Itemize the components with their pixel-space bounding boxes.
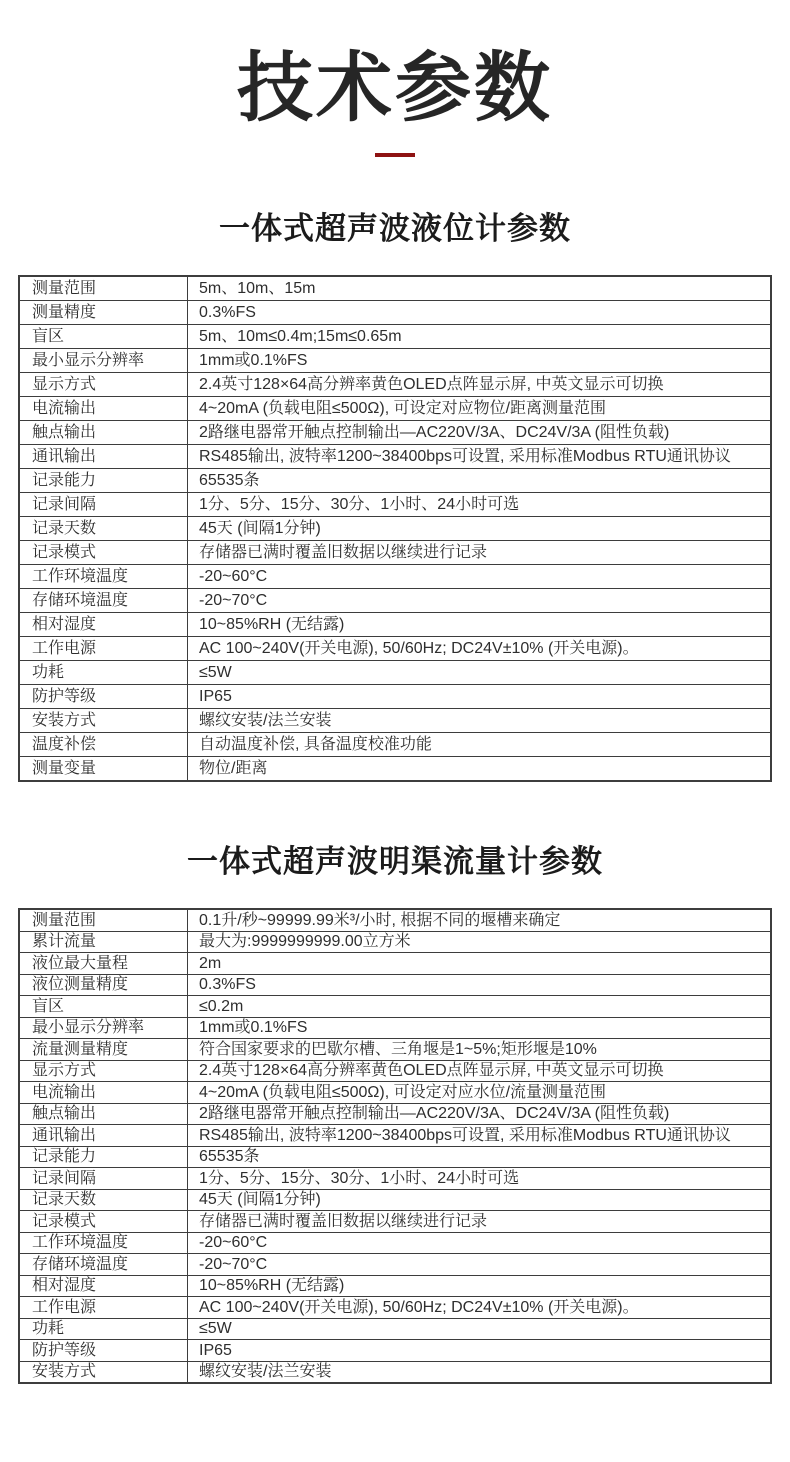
spec-value: 4~20mA (负载电阻≤500Ω), 可设定对应物位/距离测量范围	[188, 397, 772, 421]
spec-label: 记录能力	[19, 469, 188, 493]
table-row	[19, 1168, 771, 1190]
table-row	[19, 1060, 771, 1082]
spec-label: 累计流量	[19, 931, 188, 953]
spec-value: 2路继电器常开触点控制输出—AC220V/3A、DC24V/3A (阻性负载)	[188, 1103, 772, 1125]
spec-label: 温度补偿	[19, 733, 188, 757]
spec-label: 液位测量精度	[19, 974, 188, 996]
spec-label: 记录间隔	[19, 1168, 188, 1190]
table-row	[19, 685, 771, 709]
spec-value: 符合国家要求的巴歇尔槽、三角堰是1~5%;矩形堰是10%	[188, 1039, 772, 1061]
spec-value: 螺纹安装/法兰安装	[188, 1361, 772, 1383]
spec-label: 安装方式	[19, 1361, 188, 1383]
table-row	[19, 1232, 771, 1254]
spec-value: 2m	[188, 953, 772, 975]
spec-label: 液位最大量程	[19, 953, 188, 975]
spec-label: 最小显示分辨率	[19, 1017, 188, 1039]
table-row	[19, 1189, 771, 1211]
table-row	[19, 589, 771, 613]
spec-value: 最大为:9999999999.00立方米	[188, 931, 772, 953]
table-row	[19, 733, 771, 757]
spec-value: 0.3%FS	[188, 974, 772, 996]
table-row	[19, 517, 771, 541]
table-row	[19, 613, 771, 637]
spec-label: 防护等级	[19, 1340, 188, 1362]
table-row	[19, 1103, 771, 1125]
spec-value: ≤5W	[188, 661, 772, 685]
table-row	[19, 349, 771, 373]
spec-value: 5m、10m、15m	[188, 276, 772, 301]
spec-label: 存储环境温度	[19, 589, 188, 613]
section-heading-open-channel-flow-meter: 一体式超声波明渠流量计参数	[187, 844, 603, 880]
spec-value: 螺纹安装/法兰安装	[188, 709, 772, 733]
table-row	[19, 397, 771, 421]
spec-value: 1mm或0.1%FS	[188, 349, 772, 373]
spec-value: 2路继电器常开触点控制输出—AC220V/3A、DC24V/3A (阻性负载)	[188, 421, 772, 445]
spec-value: ≤0.2m	[188, 996, 772, 1018]
spec-value: -20~70°C	[188, 1254, 772, 1276]
spec-value: 1分、5分、15分、30分、1小时、24小时可选	[188, 1168, 772, 1190]
spec-label: 功耗	[19, 1318, 188, 1340]
spec-value: RS485输出, 波特率1200~38400bps可设置, 采用标准Modbus RTU通讯协议	[188, 445, 772, 469]
spec-label: 显示方式	[19, 1060, 188, 1082]
spec-label: 通讯输出	[19, 445, 188, 469]
spec-value: 4~20mA (负载电阻≤500Ω), 可设定对应水位/流量测量范围	[188, 1082, 772, 1104]
table-row	[19, 1125, 771, 1147]
spec-value: 存储器已满时覆盖旧数据以继续进行记录	[188, 1211, 772, 1233]
spec-label: 工作环境温度	[19, 1232, 188, 1254]
table-row	[19, 909, 771, 931]
table-row	[19, 276, 771, 301]
table-row	[19, 1318, 771, 1340]
table-row	[19, 1039, 771, 1061]
spec-value: 0.3%FS	[188, 301, 772, 325]
table-row	[19, 541, 771, 565]
page-title: 技术参数	[237, 46, 553, 131]
section-heading-level-meter: 一体式超声波液位计参数	[219, 211, 571, 247]
spec-value: 65535条	[188, 1146, 772, 1168]
spec-value: 45天 (间隔1分钟)	[188, 1189, 772, 1211]
spec-label: 流量测量精度	[19, 1039, 188, 1061]
spec-value: AC 100~240V(开关电源), 50/60Hz; DC24V±10% (开关电源)。	[188, 1297, 772, 1319]
table-row	[19, 953, 771, 975]
table-row	[19, 421, 771, 445]
spec-label: 显示方式	[19, 373, 188, 397]
spec-value: RS485输出, 波特率1200~38400bps可设置, 采用标准Modbus RTU通讯协议	[188, 1125, 772, 1147]
table-row	[19, 469, 771, 493]
spec-label: 触点输出	[19, 1103, 188, 1125]
spec-label: 记录模式	[19, 1211, 188, 1233]
table-row	[19, 1340, 771, 1362]
spec-value: ≤5W	[188, 1318, 772, 1340]
table-row	[19, 637, 771, 661]
spec-label: 功耗	[19, 661, 188, 685]
table-row	[19, 1017, 771, 1039]
spec-value: 65535条	[188, 469, 772, 493]
spec-value: -20~70°C	[188, 589, 772, 613]
spec-label: 最小显示分辨率	[19, 349, 188, 373]
spec-label: 测量范围	[19, 909, 188, 931]
spec-label: 盲区	[19, 325, 188, 349]
table-row	[19, 709, 771, 733]
spec-value: 2.4英寸128×64高分辨率黄色OLED点阵显示屏, 中英文显示可切换	[188, 373, 772, 397]
table-row	[19, 445, 771, 469]
spec-label: 记录间隔	[19, 493, 188, 517]
spec-table-open-channel-flow-meter	[18, 908, 772, 1384]
spec-label: 电流输出	[19, 397, 188, 421]
table-row	[19, 373, 771, 397]
spec-label: 工作电源	[19, 1297, 188, 1319]
spec-value: 自动温度补偿, 具备温度校准功能	[188, 733, 772, 757]
table-row	[19, 661, 771, 685]
table-row	[19, 1082, 771, 1104]
spec-label: 相对湿度	[19, 1275, 188, 1297]
spec-value: -20~60°C	[188, 1232, 772, 1254]
spec-value: 1mm或0.1%FS	[188, 1017, 772, 1039]
table-row	[19, 1146, 771, 1168]
spec-value: 1分、5分、15分、30分、1小时、24小时可选	[188, 493, 772, 517]
spec-label: 通讯输出	[19, 1125, 188, 1147]
spec-label: 安装方式	[19, 709, 188, 733]
table-row	[19, 325, 771, 349]
spec-value: 0.1升/秒~99999.99米³/小时, 根据不同的堰槽来确定	[188, 909, 772, 931]
table-row	[19, 1254, 771, 1276]
spec-value: IP65	[188, 1340, 772, 1362]
spec-value: 45天 (间隔1分钟)	[188, 517, 772, 541]
spec-table-level-meter	[18, 275, 772, 782]
spec-value: 10~85%RH (无结露)	[188, 1275, 772, 1297]
table-row	[19, 301, 771, 325]
spec-label: 电流输出	[19, 1082, 188, 1104]
spec-label: 盲区	[19, 996, 188, 1018]
spec-value: 10~85%RH (无结露)	[188, 613, 772, 637]
table-row	[19, 1361, 771, 1383]
table-row	[19, 931, 771, 953]
table-row	[19, 1275, 771, 1297]
table-row	[19, 757, 771, 782]
spec-label: 工作环境温度	[19, 565, 188, 589]
spec-label: 存储环境温度	[19, 1254, 188, 1276]
spec-value: 物位/距离	[188, 757, 772, 782]
spec-value: 存储器已满时覆盖旧数据以继续进行记录	[188, 541, 772, 565]
spec-label: 测量范围	[19, 276, 188, 301]
spec-label: 触点输出	[19, 421, 188, 445]
table-row	[19, 565, 771, 589]
spec-label: 相对湿度	[19, 613, 188, 637]
table-row	[19, 996, 771, 1018]
spec-label: 记录模式	[19, 541, 188, 565]
table-row	[19, 974, 771, 996]
spec-value: AC 100~240V(开关电源), 50/60Hz; DC24V±10% (开关电源)。	[188, 637, 772, 661]
spec-label: 测量变量	[19, 757, 188, 782]
spec-label: 记录能力	[19, 1146, 188, 1168]
spec-label: 工作电源	[19, 637, 188, 661]
table-row	[19, 1297, 771, 1319]
spec-value: -20~60°C	[188, 565, 772, 589]
spec-value: 5m、10m≤0.4m;15m≤0.65m	[188, 325, 772, 349]
spec-value: IP65	[188, 685, 772, 709]
table-row	[19, 493, 771, 517]
spec-value: 2.4英寸128×64高分辨率黄色OLED点阵显示屏, 中英文显示可切换	[188, 1060, 772, 1082]
spec-label: 记录天数	[19, 517, 188, 541]
spec-label: 记录天数	[19, 1189, 188, 1211]
spec-label: 防护等级	[19, 685, 188, 709]
table-row	[19, 1211, 771, 1233]
spec-label: 测量精度	[19, 301, 188, 325]
